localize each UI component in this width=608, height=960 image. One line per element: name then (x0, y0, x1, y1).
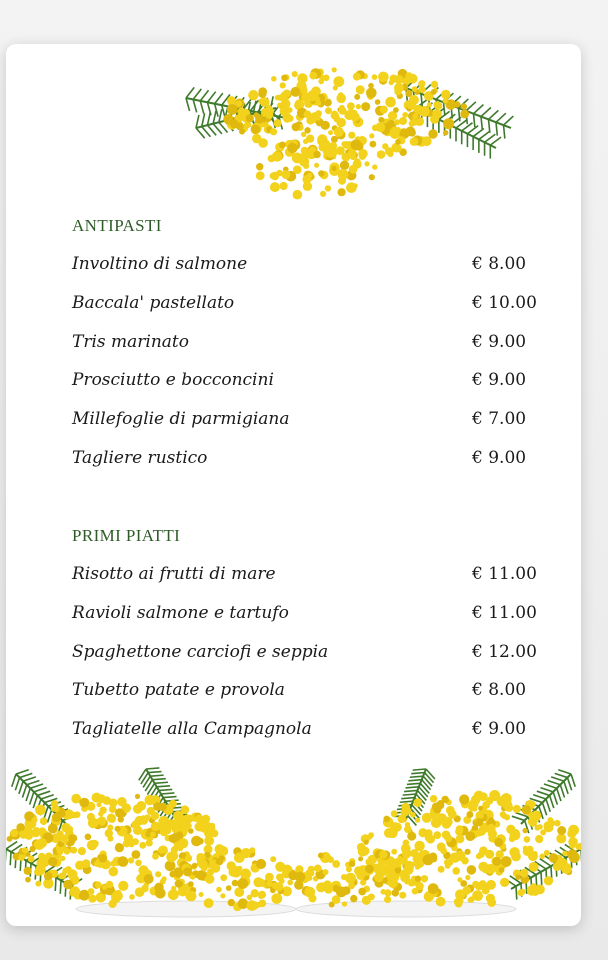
menu-item-name: Tagliere rustico (72, 448, 208, 468)
menu-item-row (72, 448, 542, 476)
menu-item-name: Baccala' pastellato (72, 293, 235, 313)
menu-item-price: € 12.00 (472, 642, 537, 662)
menu-item-name: Millefoglie di parmigiana (72, 409, 290, 429)
menu-item-row (72, 642, 542, 670)
menu-item-price: € 9.00 (472, 719, 527, 739)
menu-item-name: Risotto ai frutti di mare (72, 564, 276, 584)
menu-item-price: € 8.00 (472, 680, 527, 700)
section-title-antipasti: ANTIPASTI (72, 216, 162, 235)
menu-item-price: € 9.00 (472, 370, 527, 390)
menu-item-price: € 9.00 (472, 332, 527, 352)
menu-item-name: Tubetto patate e provola (72, 680, 285, 700)
menu-item-name: Involtino di salmone (72, 254, 248, 274)
menu-item-row (72, 719, 542, 747)
menu-item-row (72, 603, 542, 631)
menu-item-name: Spaghettone carciofi e seppia (72, 642, 329, 662)
menu-item-row (72, 409, 542, 437)
menu-item-name: Tagliatelle alla Campagnola (72, 719, 312, 739)
menu-item-name: Prosciutto e bocconcini (72, 370, 274, 390)
menu-item-row (72, 254, 542, 282)
menu-item-row (72, 293, 542, 321)
menu-item-row (72, 564, 542, 592)
menu-item-row (72, 370, 542, 398)
menu-item-name: Ravioli salmone e tartufo (72, 603, 289, 623)
menu-item-price: € 10.00 (472, 293, 537, 313)
menu-item-row (72, 680, 542, 708)
mimosa-flower-top-image (176, 48, 516, 213)
menu-item-name: Tris marinato (72, 332, 189, 352)
mimosa-flower-bottom-left-image (6, 749, 306, 919)
menu-item-price: € 7.00 (472, 409, 527, 429)
mimosa-flower-bottom-right-image (296, 749, 581, 919)
menu-item-price: € 8.00 (472, 254, 527, 274)
section-title-primi-piatti: PRIMI PIATTI (72, 526, 181, 545)
menu-item-price: € 9.00 (472, 448, 527, 468)
menu-item-row (72, 332, 542, 360)
menu-card (6, 44, 581, 926)
menu-item-price: € 11.00 (472, 603, 537, 623)
menu-item-price: € 11.00 (472, 564, 537, 584)
